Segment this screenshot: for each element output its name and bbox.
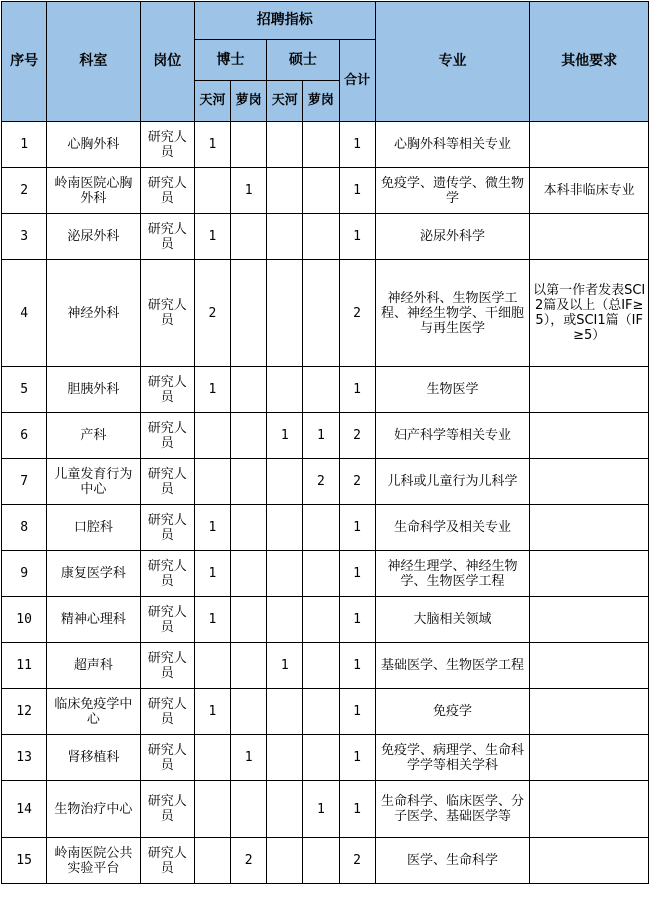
table-row	[2, 551, 649, 597]
cell-other	[530, 597, 649, 643]
header-master: 硕士	[267, 40, 339, 81]
cell-master-tianhe	[267, 551, 303, 597]
cell-total: 1	[339, 689, 375, 735]
cell-dept: 心胸外科	[47, 122, 140, 168]
cell-seq: 6	[2, 413, 47, 459]
cell-master-luogang: 2	[303, 459, 339, 505]
cell-master-tianhe: 1	[267, 643, 303, 689]
header-other: 其他要求	[530, 2, 649, 122]
cell-master-luogang	[303, 367, 339, 413]
cell-master-luogang	[303, 551, 339, 597]
recruitment-table	[1, 1, 649, 884]
cell-master-tianhe	[267, 214, 303, 260]
cell-other	[530, 367, 649, 413]
cell-phd-tianhe: 1	[194, 122, 230, 168]
table-row	[2, 260, 649, 367]
cell-major: 免疫学	[375, 689, 530, 735]
cell-other	[530, 413, 649, 459]
cell-master-tianhe: 1	[267, 413, 303, 459]
cell-phd-tianhe	[194, 735, 230, 781]
cell-dept: 超声科	[47, 643, 140, 689]
table-row	[2, 735, 649, 781]
header-major: 专业	[375, 2, 530, 122]
cell-post: 研究人员	[140, 551, 194, 597]
cell-phd-luogang: 2	[231, 838, 267, 884]
cell-total: 2	[339, 838, 375, 884]
header-master-tianhe: 天河	[267, 81, 303, 122]
cell-dept: 肾移植科	[47, 735, 140, 781]
cell-phd-luogang: 1	[231, 735, 267, 781]
cell-phd-tianhe	[194, 168, 230, 214]
cell-major: 神经外科、生物医学工程、神经生物学、干细胞与再生医学	[375, 260, 530, 367]
cell-major: 生物医学	[375, 367, 530, 413]
cell-post: 研究人员	[140, 689, 194, 735]
cell-post: 研究人员	[140, 459, 194, 505]
table-row	[2, 643, 649, 689]
cell-total: 1	[339, 168, 375, 214]
cell-phd-luogang	[231, 643, 267, 689]
cell-phd-luogang: 1	[231, 168, 267, 214]
table-header	[2, 2, 649, 122]
cell-master-tianhe	[267, 735, 303, 781]
cell-post: 研究人员	[140, 505, 194, 551]
cell-seq: 10	[2, 597, 47, 643]
cell-dept: 生物治疗中心	[47, 781, 140, 838]
cell-phd-tianhe: 1	[194, 551, 230, 597]
cell-other	[530, 781, 649, 838]
cell-post: 研究人员	[140, 168, 194, 214]
header-post: 岗位	[140, 2, 194, 122]
cell-phd-tianhe: 1	[194, 505, 230, 551]
header-quota: 招聘指标	[194, 2, 375, 40]
cell-master-tianhe	[267, 168, 303, 214]
cell-phd-luogang	[231, 689, 267, 735]
cell-seq: 14	[2, 781, 47, 838]
cell-other	[530, 551, 649, 597]
cell-total: 2	[339, 413, 375, 459]
cell-post: 研究人员	[140, 781, 194, 838]
cell-post: 研究人员	[140, 367, 194, 413]
cell-seq: 4	[2, 260, 47, 367]
cell-seq: 5	[2, 367, 47, 413]
table-body	[2, 122, 649, 884]
cell-total: 1	[339, 735, 375, 781]
header-dept: 科室	[47, 2, 140, 122]
table-row	[2, 122, 649, 168]
cell-master-tianhe	[267, 838, 303, 884]
cell-master-luogang	[303, 597, 339, 643]
cell-master-luogang	[303, 643, 339, 689]
cell-dept: 临床免疫学中心	[47, 689, 140, 735]
cell-phd-tianhe	[194, 413, 230, 459]
cell-total: 1	[339, 643, 375, 689]
table-row	[2, 214, 649, 260]
cell-master-luogang: 1	[303, 781, 339, 838]
cell-phd-tianhe	[194, 459, 230, 505]
cell-total: 2	[339, 459, 375, 505]
cell-total: 1	[339, 597, 375, 643]
cell-phd-luogang	[231, 505, 267, 551]
cell-other	[530, 122, 649, 168]
cell-dept: 岭南医院心胸外科	[47, 168, 140, 214]
cell-phd-tianhe	[194, 781, 230, 838]
cell-master-luogang	[303, 214, 339, 260]
cell-total: 1	[339, 781, 375, 838]
table-row	[2, 168, 649, 214]
cell-total: 1	[339, 122, 375, 168]
cell-phd-tianhe	[194, 643, 230, 689]
cell-major: 大脑相关领域	[375, 597, 530, 643]
cell-total: 2	[339, 260, 375, 367]
header-total: 合计	[339, 40, 375, 122]
cell-major: 免疫学、病理学、生命科学学等相关学科	[375, 735, 530, 781]
cell-phd-luogang	[231, 781, 267, 838]
cell-phd-luogang	[231, 597, 267, 643]
cell-major: 妇产科学等相关专业	[375, 413, 530, 459]
cell-total: 1	[339, 505, 375, 551]
cell-master-tianhe	[267, 260, 303, 367]
cell-seq: 15	[2, 838, 47, 884]
cell-master-luogang	[303, 122, 339, 168]
header-phd: 博士	[194, 40, 266, 81]
cell-major: 泌尿外科学	[375, 214, 530, 260]
cell-post: 研究人员	[140, 413, 194, 459]
table-row	[2, 597, 649, 643]
cell-major: 基础医学、生物医学工程	[375, 643, 530, 689]
cell-master-luogang	[303, 838, 339, 884]
cell-major: 心胸外科等相关专业	[375, 122, 530, 168]
cell-phd-tianhe: 1	[194, 597, 230, 643]
cell-post: 研究人员	[140, 597, 194, 643]
cell-phd-tianhe	[194, 838, 230, 884]
cell-major: 神经生理学、神经生物学、生物医学工程	[375, 551, 530, 597]
cell-phd-tianhe: 1	[194, 689, 230, 735]
cell-seq: 8	[2, 505, 47, 551]
cell-post: 研究人员	[140, 838, 194, 884]
cell-other	[530, 505, 649, 551]
cell-master-luogang	[303, 689, 339, 735]
cell-master-tianhe	[267, 367, 303, 413]
table-row	[2, 505, 649, 551]
cell-total: 1	[339, 551, 375, 597]
cell-post: 研究人员	[140, 643, 194, 689]
cell-seq: 12	[2, 689, 47, 735]
cell-seq: 2	[2, 168, 47, 214]
cell-master-luogang: 1	[303, 413, 339, 459]
cell-master-tianhe	[267, 689, 303, 735]
cell-dept: 岭南医院公共实验平台	[47, 838, 140, 884]
cell-dept: 胆胰外科	[47, 367, 140, 413]
header-master-luogang: 萝岗	[303, 81, 339, 122]
cell-seq: 1	[2, 122, 47, 168]
cell-other: 以第一作者发表SCI2篇及以上（总IF≥5），或SCI1篇（IF≥5）	[530, 260, 649, 367]
cell-phd-luogang	[231, 260, 267, 367]
table-row	[2, 838, 649, 884]
cell-other	[530, 735, 649, 781]
cell-phd-luogang	[231, 413, 267, 459]
table-row	[2, 781, 649, 838]
cell-other	[530, 214, 649, 260]
cell-phd-luogang	[231, 459, 267, 505]
header-phd-luogang: 萝岗	[231, 81, 267, 122]
cell-other	[530, 689, 649, 735]
cell-dept: 产科	[47, 413, 140, 459]
cell-dept: 口腔科	[47, 505, 140, 551]
cell-master-tianhe	[267, 781, 303, 838]
cell-dept: 儿童发育行为中心	[47, 459, 140, 505]
cell-dept: 神经外科	[47, 260, 140, 367]
cell-phd-luogang	[231, 122, 267, 168]
cell-phd-luogang	[231, 214, 267, 260]
cell-post: 研究人员	[140, 214, 194, 260]
table-row	[2, 367, 649, 413]
cell-post: 研究人员	[140, 122, 194, 168]
cell-major: 免疫学、遗传学、微生物学	[375, 168, 530, 214]
cell-master-tianhe	[267, 459, 303, 505]
cell-master-tianhe	[267, 597, 303, 643]
cell-seq: 3	[2, 214, 47, 260]
cell-master-tianhe	[267, 122, 303, 168]
table-row	[2, 689, 649, 735]
cell-total: 1	[339, 214, 375, 260]
cell-master-luogang	[303, 505, 339, 551]
header-phd-tianhe: 天河	[194, 81, 230, 122]
cell-master-luogang	[303, 735, 339, 781]
cell-phd-tianhe: 2	[194, 260, 230, 367]
cell-dept: 康复医学科	[47, 551, 140, 597]
cell-seq: 7	[2, 459, 47, 505]
cell-major: 儿科或儿童行为儿科学	[375, 459, 530, 505]
cell-dept: 精神心理科	[47, 597, 140, 643]
cell-major: 生命科学及相关专业	[375, 505, 530, 551]
table-row	[2, 413, 649, 459]
cell-other	[530, 643, 649, 689]
cell-seq: 13	[2, 735, 47, 781]
cell-phd-tianhe: 1	[194, 214, 230, 260]
cell-seq: 9	[2, 551, 47, 597]
cell-major: 生命科学、临床医学、分子医学、基础医学等	[375, 781, 530, 838]
cell-other	[530, 838, 649, 884]
cell-master-luogang	[303, 260, 339, 367]
cell-phd-luogang	[231, 551, 267, 597]
header-seq: 序号	[2, 2, 47, 122]
cell-total: 1	[339, 367, 375, 413]
cell-master-luogang	[303, 168, 339, 214]
cell-post: 研究人员	[140, 735, 194, 781]
cell-post: 研究人员	[140, 260, 194, 367]
cell-master-tianhe	[267, 505, 303, 551]
cell-other	[530, 459, 649, 505]
cell-dept: 泌尿外科	[47, 214, 140, 260]
cell-seq: 11	[2, 643, 47, 689]
table-row	[2, 459, 649, 505]
cell-phd-luogang	[231, 367, 267, 413]
cell-phd-tianhe: 1	[194, 367, 230, 413]
cell-other: 本科非临床专业	[530, 168, 649, 214]
cell-major: 医学、生命科学	[375, 838, 530, 884]
